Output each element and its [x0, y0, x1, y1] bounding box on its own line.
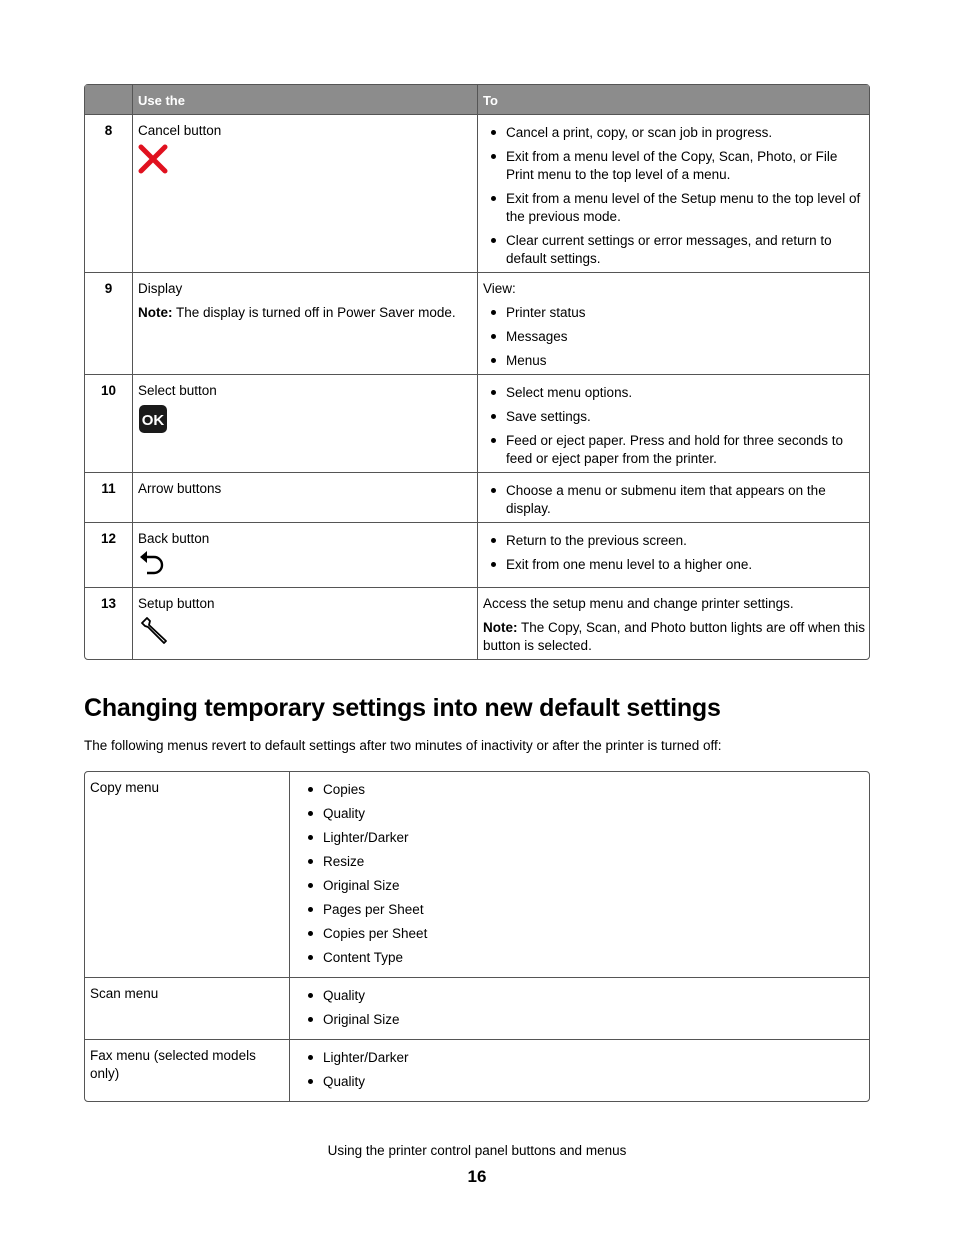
list-item: Resize — [300, 853, 865, 871]
cancel-x-icon — [138, 144, 168, 174]
list-item: Messages — [483, 328, 865, 346]
table-row — [85, 977, 869, 1039]
function-list — [483, 532, 865, 574]
function-list — [483, 124, 865, 268]
wrench-icon — [138, 614, 170, 646]
row-number: 13 — [85, 587, 133, 659]
list-item: Select menu options. — [483, 384, 865, 402]
header-number — [85, 85, 133, 114]
table-row — [85, 272, 869, 374]
table-row — [85, 587, 869, 659]
ok-icon-label: OK — [141, 412, 165, 429]
list-item: Exit from a menu level of the Copy, Scan, Photo, or File Print menu to the top level of a menu. — [483, 148, 865, 184]
list-item: Pages per Sheet — [300, 901, 865, 919]
settings-list — [300, 987, 865, 1029]
list-item: Exit from a menu level of the Setup menu to the top level of the previous mode. — [483, 190, 865, 226]
list-item: Cancel a print, copy, or scan job in progress. — [483, 124, 865, 142]
table-row — [85, 374, 869, 472]
menu-name: Scan menu — [85, 977, 290, 1039]
back-arrow-icon — [138, 549, 168, 577]
list-item: Feed or eject paper. Press and hold for three seconds to feed or eject paper from the printer. — [483, 432, 865, 468]
table-row — [85, 472, 869, 522]
button-name: Back button — [138, 531, 210, 546]
button-name: Select button — [138, 383, 217, 398]
row-number: 12 — [85, 522, 133, 587]
note — [483, 619, 865, 655]
function-list — [483, 482, 865, 518]
table-row — [85, 1039, 869, 1101]
menu-name: Fax menu (selected models only) — [85, 1039, 290, 1101]
function-list — [483, 304, 865, 370]
note-label: Note: — [483, 620, 518, 635]
button-name: Setup button — [138, 596, 215, 611]
button-function-table — [84, 84, 870, 660]
view-intro: View: — [483, 281, 516, 296]
note — [138, 304, 473, 322]
button-name: Cancel button — [138, 123, 222, 138]
list-item: Clear current settings or error messages, and return to default settings. — [483, 232, 865, 268]
list-item: Content Type — [300, 949, 865, 967]
list-item: Quality — [300, 1073, 865, 1091]
table-row — [85, 772, 869, 977]
ok-icon — [138, 404, 168, 434]
table-row — [85, 522, 869, 587]
row-number: 9 — [85, 272, 133, 374]
list-item: Quality — [300, 987, 865, 1005]
section-intro: The following menus revert to default settings after two minutes of inactivity or after the printer is turned off: — [84, 738, 722, 753]
list-item: Lighter/Darker — [300, 829, 865, 847]
page-number: 16 — [467, 1167, 487, 1186]
row-number: 10 — [85, 374, 133, 472]
row-number: 8 — [85, 114, 133, 272]
header-use-the: Use the — [133, 85, 478, 114]
menu-name: Copy menu — [85, 772, 290, 977]
note-text: The display is turned off in Power Saver mode. — [172, 305, 456, 320]
setup-description: Access the setup menu and change printer settings. — [483, 596, 794, 611]
section-heading: Changing temporary settings into new default settings — [84, 694, 721, 722]
list-item: Save settings. — [483, 408, 865, 426]
list-item: Exit from one menu level to a higher one. — [483, 556, 865, 574]
button-name: Display — [138, 281, 183, 296]
list-item: Quality — [300, 805, 865, 823]
function-list — [483, 384, 865, 468]
list-item: Copies per Sheet — [300, 925, 865, 943]
table-row — [85, 114, 869, 272]
note-label: Note: — [138, 305, 173, 320]
list-item: Original Size — [300, 877, 865, 895]
list-item: Original Size — [300, 1011, 865, 1029]
list-item: Printer status — [483, 304, 865, 322]
footer-text: Using the printer control panel buttons and menus — [327, 1143, 627, 1158]
table-header-row — [85, 85, 869, 114]
settings-list — [300, 781, 865, 967]
list-item: Lighter/Darker — [300, 1049, 865, 1067]
list-item: Copies — [300, 781, 865, 799]
note-text: The Copy, Scan, and Photo button lights are off when this button is selected. — [483, 620, 865, 653]
header-to: To — [478, 85, 869, 114]
list-item: Menus — [483, 352, 865, 370]
list-item: Choose a menu or submenu item that appears on the display. — [483, 482, 865, 518]
list-item: Return to the previous screen. — [483, 532, 865, 550]
row-number: 11 — [85, 472, 133, 522]
button-name: Arrow buttons — [133, 472, 478, 522]
settings-list — [300, 1049, 865, 1091]
default-settings-table — [84, 771, 870, 1102]
